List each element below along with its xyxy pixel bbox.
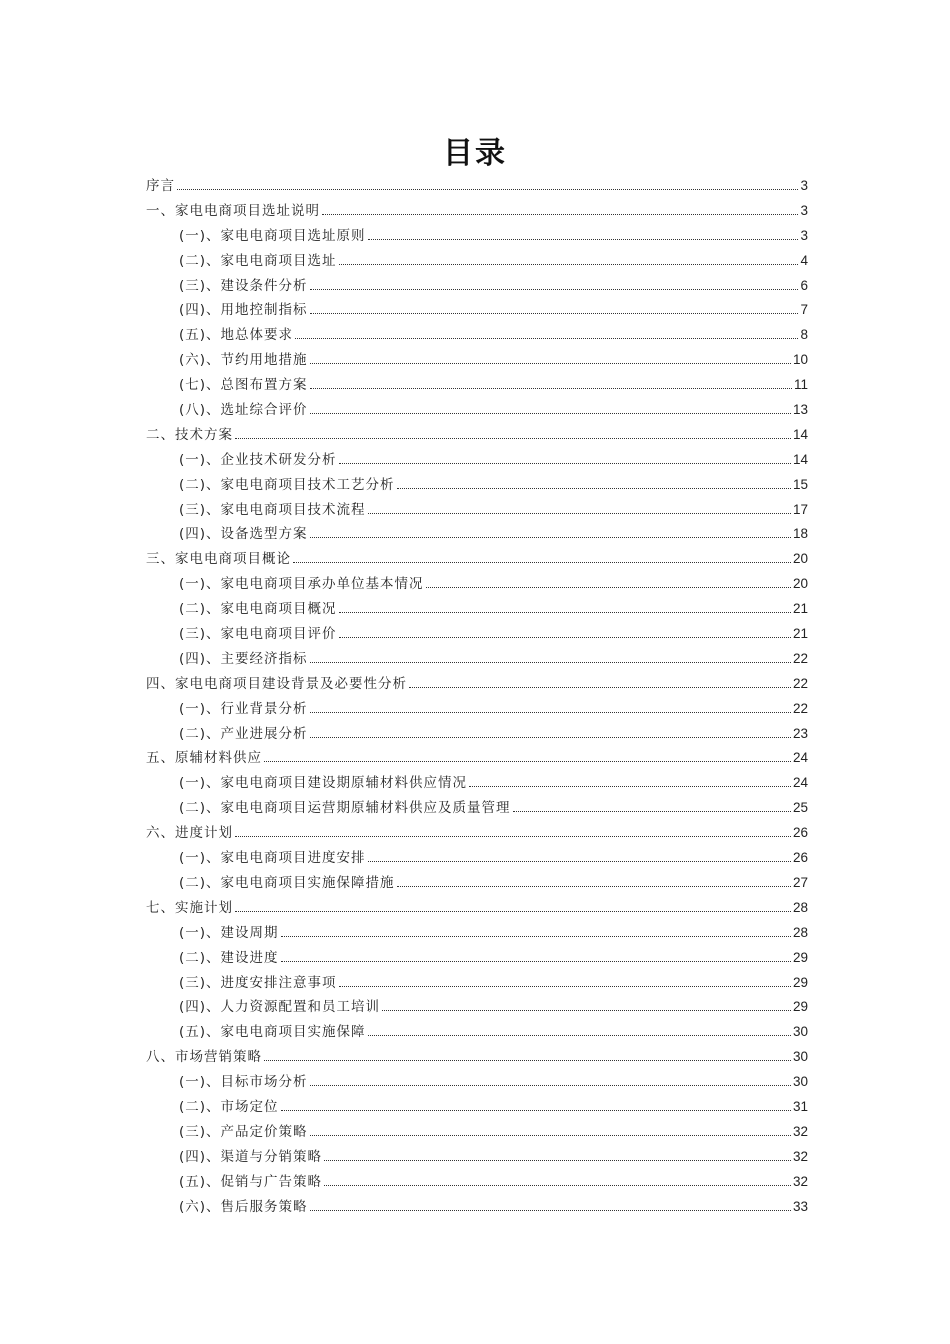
dot-leader <box>310 1085 791 1086</box>
table-of-contents <box>146 174 808 1219</box>
toc-entry-title: (一)、企业技术研发分析 <box>179 451 337 468</box>
toc-entry[interactable] <box>146 423 808 448</box>
toc-entry-title: (一)、目标市场分析 <box>179 1074 308 1091</box>
toc-entry[interactable] <box>146 522 808 547</box>
toc-entry[interactable] <box>146 547 808 572</box>
dot-leader <box>368 861 791 862</box>
toc-entry-page-number: 22 <box>792 675 808 691</box>
toc-entry-page-number: 13 <box>792 402 808 418</box>
toc-entry[interactable] <box>146 274 808 299</box>
toc-entry-page-number: 21 <box>792 626 808 642</box>
dot-leader <box>281 961 791 962</box>
toc-entry-page-number: 3 <box>800 178 808 193</box>
toc-entry[interactable] <box>146 622 808 647</box>
dot-leader <box>397 886 791 887</box>
toc-entry[interactable] <box>146 373 808 398</box>
toc-entry-page-number: 28 <box>792 899 808 915</box>
toc-entry[interactable] <box>146 946 808 971</box>
toc-entry-page-number: 3 <box>800 202 808 218</box>
dot-leader <box>310 712 791 713</box>
toc-entry[interactable] <box>146 771 808 796</box>
toc-entry-title: (三)、产品定价策略 <box>179 1123 308 1140</box>
toc-entry-page-number: 23 <box>792 725 808 741</box>
toc-entry[interactable] <box>146 597 808 622</box>
toc-entry-title: (一)、行业背景分析 <box>179 700 308 717</box>
toc-entry-title: (二)、家电电商项目概况 <box>179 601 337 618</box>
toc-entry[interactable] <box>146 1045 808 1070</box>
toc-entry-title: (二)、家电电商项目技术工艺分析 <box>179 476 395 493</box>
toc-entry-page-number: 30 <box>792 1024 808 1040</box>
toc-entry-title: (二)、市场定位 <box>179 1098 279 1115</box>
toc-entry[interactable] <box>146 398 808 423</box>
toc-entry-page-number: 26 <box>792 825 808 841</box>
dot-leader <box>426 587 791 588</box>
dot-leader <box>339 612 791 613</box>
dot-leader <box>324 1185 791 1186</box>
dot-leader <box>293 562 791 563</box>
toc-entry-page-number: 10 <box>792 352 808 368</box>
toc-entry-page-number: 26 <box>792 850 808 866</box>
toc-entry-title: (四)、设备选型方案 <box>179 526 308 543</box>
toc-entry-page-number: 25 <box>792 800 808 816</box>
toc-entry-page-number: 22 <box>792 700 808 716</box>
toc-entry[interactable] <box>146 323 808 348</box>
toc-entry-page-number: 22 <box>792 650 808 666</box>
toc-entry[interactable] <box>146 921 808 946</box>
toc-entry[interactable] <box>146 1095 808 1120</box>
dot-leader <box>310 1210 791 1211</box>
toc-entry-page-number: 29 <box>792 949 808 965</box>
toc-entry[interactable] <box>146 971 808 996</box>
toc-entry-page-number: 32 <box>792 1123 808 1139</box>
toc-entry-page-number: 18 <box>792 526 808 542</box>
toc-entry-title: (八)、选址综合评价 <box>179 402 308 419</box>
toc-entry-page-number: 27 <box>792 874 808 890</box>
toc-entry[interactable] <box>146 896 808 921</box>
toc-entry-title: (七)、总图布置方案 <box>179 377 308 394</box>
toc-entry-title: (六)、节约用地措施 <box>179 352 308 369</box>
toc-entry-page-number: 15 <box>792 476 808 492</box>
dot-leader <box>324 1160 791 1161</box>
dot-leader <box>368 239 799 240</box>
toc-entry-title: 三、家电电商项目概论 <box>146 551 291 568</box>
toc-entry-title: (三)、建设条件分析 <box>179 277 308 294</box>
dot-leader <box>310 1135 791 1136</box>
toc-entry[interactable] <box>146 1145 808 1170</box>
toc-entry-page-number: 30 <box>792 1049 808 1065</box>
toc-entry-page-number: 7 <box>800 302 808 318</box>
toc-entry-page-number: 3 <box>800 227 808 243</box>
toc-entry-title: 八、市场营销策略 <box>146 1049 262 1066</box>
toc-entry[interactable] <box>146 1070 808 1095</box>
dot-leader <box>368 513 791 514</box>
dot-leader <box>310 413 791 414</box>
toc-entry-title: (二)、家电电商项目实施保障措施 <box>179 874 395 891</box>
dot-leader <box>409 687 791 688</box>
toc-entry-title: (一)、家电电商项目选址原则 <box>179 227 366 244</box>
dot-leader <box>469 786 791 787</box>
toc-entry[interactable] <box>146 722 808 747</box>
toc-entry-title: (四)、渠道与分销策略 <box>179 1148 323 1165</box>
toc-entry[interactable] <box>146 672 808 697</box>
toc-entry[interactable] <box>146 821 808 846</box>
toc-entry[interactable] <box>146 846 808 871</box>
toc-entry-title: (五)、地总体要求 <box>179 327 294 344</box>
dot-leader <box>235 911 791 912</box>
toc-entry-page-number: 31 <box>792 1098 808 1114</box>
toc-entry-title: (一)、建设周期 <box>179 924 279 941</box>
dot-leader <box>310 289 799 290</box>
dot-leader <box>281 936 791 937</box>
toc-entry[interactable] <box>146 199 808 224</box>
toc-entry[interactable] <box>146 174 808 199</box>
toc-entry-title: (四)、主要经济指标 <box>179 650 308 667</box>
toc-entry[interactable] <box>146 498 808 523</box>
toc-entry-title: (五)、促销与广告策略 <box>179 1173 323 1190</box>
dot-leader <box>310 537 791 538</box>
dot-leader <box>310 388 792 389</box>
toc-entry-title: 六、进度计划 <box>146 825 233 842</box>
toc-entry[interactable] <box>146 871 808 896</box>
toc-entry[interactable] <box>146 1195 808 1220</box>
toc-entry-page-number: 11 <box>793 377 808 393</box>
toc-entry-title: (三)、家电电商项目评价 <box>179 626 337 643</box>
dot-leader <box>339 637 791 638</box>
toc-entry[interactable] <box>146 448 808 473</box>
toc-entry-title: 序言 <box>146 178 175 194</box>
dot-leader <box>310 363 791 364</box>
toc-entry[interactable] <box>146 995 808 1020</box>
toc-entry-title: 四、家电电商项目建设背景及必要性分析 <box>146 675 407 692</box>
toc-entry-page-number: 20 <box>792 576 808 592</box>
page-title: 目录 <box>443 136 507 171</box>
toc-entry-page-number: 32 <box>792 1148 808 1164</box>
toc-entry-title: (二)、家电电商项目选址 <box>179 252 337 269</box>
toc-entry-page-number: 24 <box>792 750 808 766</box>
toc-entry-title: (二)、家电电商项目运营期原辅材料供应及质量管理 <box>179 800 511 817</box>
dot-leader <box>310 737 791 738</box>
dot-leader <box>397 488 791 489</box>
toc-entry-page-number: 14 <box>792 451 808 467</box>
toc-entry-title: (三)、进度安排注意事项 <box>179 974 337 991</box>
toc-entry-page-number: 21 <box>792 601 808 617</box>
dot-leader <box>264 1060 791 1061</box>
dot-leader <box>382 1010 791 1011</box>
dot-leader <box>368 1035 791 1036</box>
toc-entry-page-number: 14 <box>792 426 808 442</box>
toc-entry[interactable] <box>146 1020 808 1045</box>
toc-entry-page-number: 8 <box>800 327 808 343</box>
toc-entry-page-number: 29 <box>792 999 808 1015</box>
toc-entry-page-number: 24 <box>792 775 808 791</box>
dot-leader <box>513 811 791 812</box>
toc-entry-title: 一、家电电商项目选址说明 <box>146 202 320 219</box>
dot-leader <box>281 1110 791 1111</box>
dot-leader <box>264 761 791 762</box>
toc-entry-title: (四)、人力资源配置和员工培训 <box>179 999 381 1016</box>
toc-entry[interactable] <box>146 1120 808 1145</box>
dot-leader <box>339 463 791 464</box>
dot-leader <box>339 264 799 265</box>
toc-entry-title: (六)、售后服务策略 <box>179 1198 308 1215</box>
toc-entry-page-number: 4 <box>800 252 808 268</box>
toc-entry-page-number: 32 <box>792 1173 808 1189</box>
toc-entry[interactable] <box>146 1170 808 1195</box>
toc-entry-page-number: 29 <box>792 974 808 990</box>
toc-entry-title: (四)、用地控制指标 <box>179 302 308 319</box>
toc-entry[interactable] <box>146 796 808 821</box>
toc-entry-title: (一)、家电电商项目建设期原辅材料供应情况 <box>179 775 468 792</box>
toc-entry-page-number: 28 <box>792 924 808 940</box>
toc-entry-title: (二)、产业进展分析 <box>179 725 308 742</box>
dot-leader <box>310 313 799 314</box>
toc-entry[interactable] <box>146 249 808 274</box>
dot-leader <box>295 338 798 339</box>
toc-entry-page-number: 33 <box>792 1198 808 1214</box>
dot-leader <box>339 986 791 987</box>
toc-entry-page-number: 6 <box>800 277 808 293</box>
dot-leader <box>177 189 798 190</box>
toc-entry-page-number: 17 <box>792 501 808 517</box>
dot-leader <box>322 214 798 215</box>
toc-entry[interactable] <box>146 746 808 771</box>
toc-entry[interactable] <box>146 348 808 373</box>
dot-leader <box>235 438 791 439</box>
toc-entry-title: (五)、家电电商项目实施保障 <box>179 1024 366 1041</box>
toc-entry[interactable] <box>146 224 808 249</box>
toc-entry-title: (一)、家电电商项目进度安排 <box>179 850 366 867</box>
toc-entry[interactable] <box>146 697 808 722</box>
toc-entry-title: 七、实施计划 <box>146 899 233 916</box>
dot-leader <box>235 836 791 837</box>
toc-entry-title: (一)、家电电商项目承办单位基本情况 <box>179 576 424 593</box>
dot-leader <box>310 662 791 663</box>
toc-entry-title: (三)、家电电商项目技术流程 <box>179 501 366 518</box>
toc-entry-page-number: 20 <box>792 551 808 567</box>
toc-entry[interactable] <box>146 473 808 498</box>
toc-entry-title: 二、技术方案 <box>146 426 233 443</box>
toc-entry[interactable] <box>146 647 808 672</box>
toc-entry-page-number: 30 <box>792 1074 808 1090</box>
toc-entry-title: 五、原辅材料供应 <box>146 750 262 767</box>
toc-entry[interactable] <box>146 298 808 323</box>
toc-entry[interactable] <box>146 572 808 597</box>
toc-entry-title: (二)、建设进度 <box>179 949 279 966</box>
